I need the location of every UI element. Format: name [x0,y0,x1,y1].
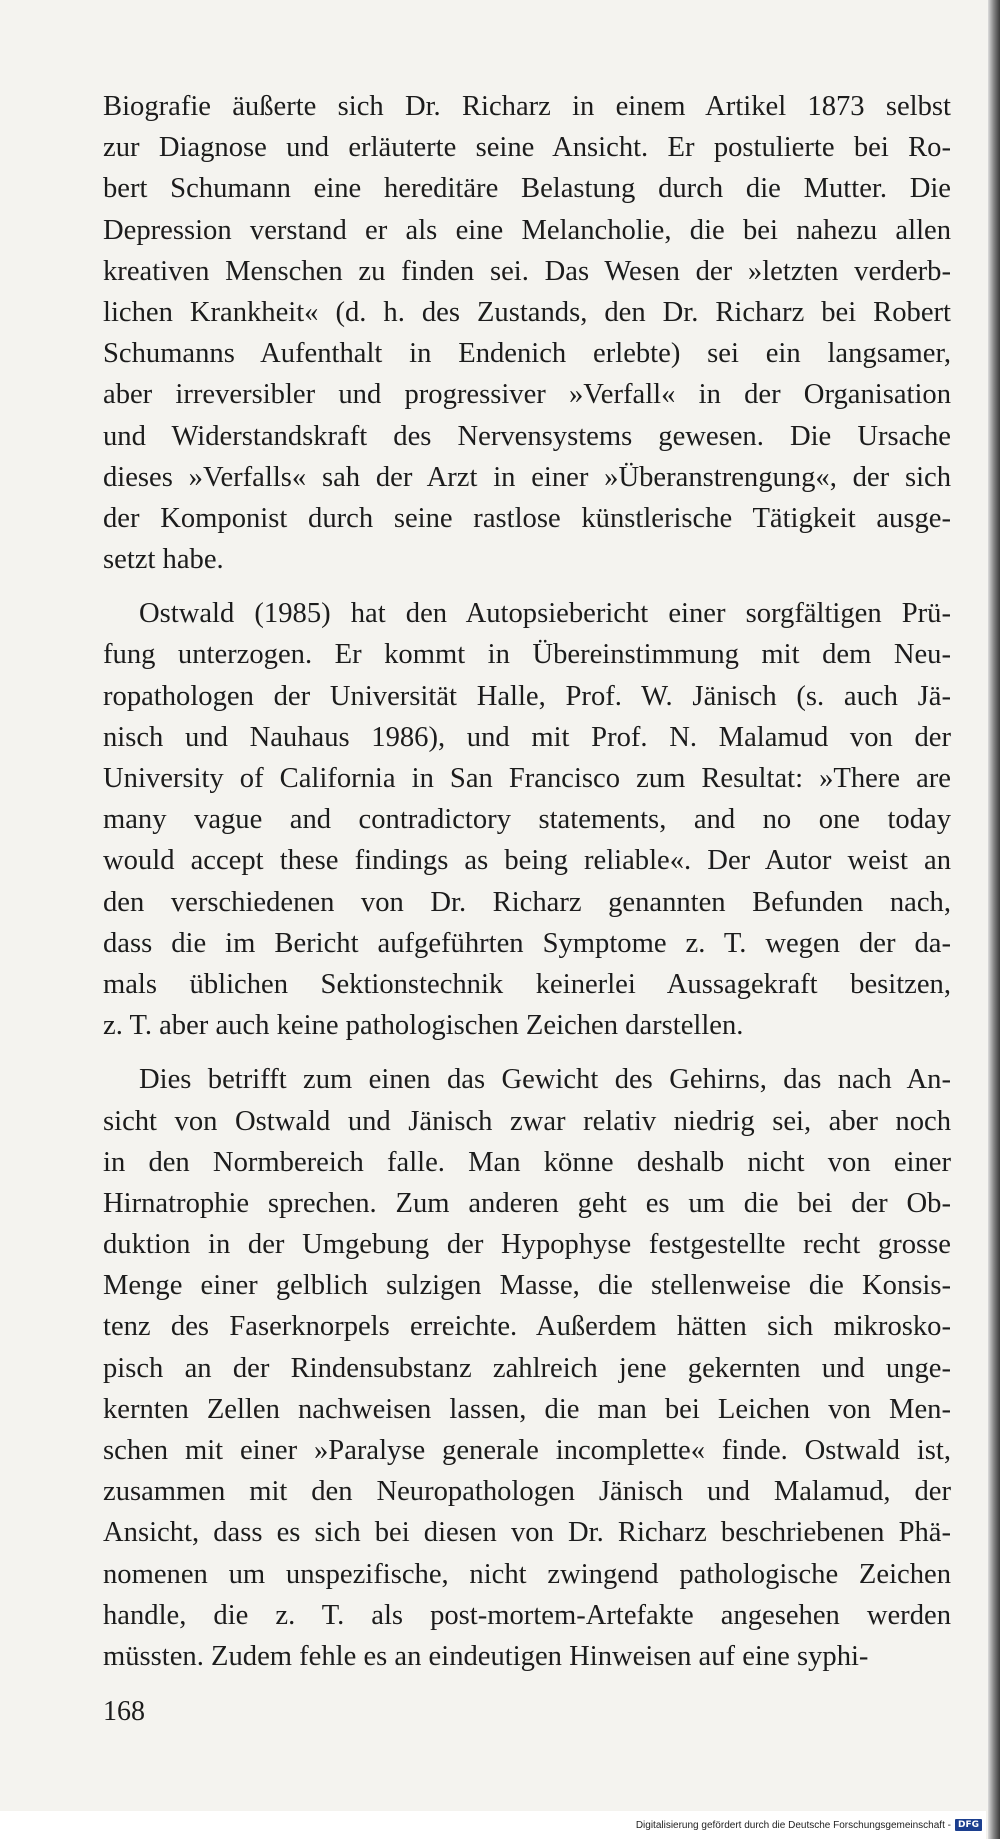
page-number: 168 [103,1696,145,1727]
text-line: Dies betrifft zum einen das Gewicht des Gehirns, das nach An- [139,1064,951,1096]
text-line: und Widerstandskraft des Nervensystems gewesen. Die Ursache [103,420,951,452]
text-line: kernten Zellen nachweisen lassen, die man bei Leichen von Men- [103,1393,951,1425]
text-line: kreativen Menschen zu finden sei. Das Wesen der »letzten verderb- [103,255,951,287]
text-line: müssten. Zudem fehle es an eindeutigen Hinweisen auf eine syphi- [103,1640,869,1672]
footer-credit: Digitalisierung gefördert durch die Deutsche Forschungsgemeinschaft - [635,1819,951,1831]
text-line: zur Diagnose und erläuterte seine Ansicht. Er postulierte bei Ro- [103,132,951,164]
page-edge-shadow [988,0,1000,1839]
paragraph-gap [103,1046,951,1059]
text-line: nisch und Nauhaus 1986), und mit Prof. N. Malamud von der [103,721,951,753]
text-line: Hirnatrophie sprechen. Zum anderen geht es um die bei der Ob- [103,1187,951,1219]
text-line: der Komponist durch seine rastlose künstlerische Tätigkeit ausge- [103,502,951,534]
paragraph-gap [103,580,951,593]
paragraph [103,1059,951,1677]
text-line: Schumanns Aufenthalt in Endenich erlebte) sei ein langsamer, [103,338,951,370]
text-line: sicht von Ostwald und Jänisch zwar relativ niedrig sei, aber noch [103,1105,951,1137]
body-text [103,86,951,1677]
text-line: Menge einer gelblich sulzigen Masse, die stellenweise die Konsis- [103,1270,951,1302]
paragraph [103,593,951,1046]
text-line: ropathologen der Universität Halle, Prof. W. Jänisch (s. auch Jä- [103,680,951,712]
text-line: Ostwald (1985) hat den Autopsiebericht einer sorgfältigen Prü- [139,598,951,630]
text-line: handle, die z. T. als post-mortem-Artefakte angesehen werden [103,1599,951,1631]
text-line: mals üblichen Sektionstechnik keinerlei Aussagekraft besitzen, [103,968,951,1000]
text-line: nomenen um unspezifische, nicht zwingend pathologische Zeichen [103,1558,951,1590]
text-line: University of California in San Francisco zum Resultat: »There are [103,763,951,794]
text-line: schen mit einer »Paralyse generale incomplette« finde. Ostwald ist, [103,1435,951,1466]
text-line: bert Schumann eine hereditäre Belastung durch die Mutter. Die [103,173,951,205]
paragraph [103,86,951,580]
text-line: aber irreversibler und progressiver »Verfall« in der Organisation [103,379,951,411]
text-line: dieses »Verfalls« sah der Arzt in einer »Überanstrengung«, der sich [103,461,951,493]
text-line: Ansicht, dass es sich bei diesen von Dr. Richarz beschriebenen Phä- [103,1517,951,1549]
text-line: dass die im Bericht aufgeführten Symptome z. T. wegen der da- [103,927,951,959]
text-line: den verschiedenen von Dr. Richarz genannten Befunden nach, [103,886,951,918]
text-line: duktion in der Umgebung der Hypophyse festgestellte recht grosse [103,1229,951,1261]
digitization-footer [0,1811,986,1839]
text-line: setzt habe. [103,544,224,576]
text-line: would accept these findings as being reliable«. Der Autor weist an [103,845,951,877]
text-line: in den Normbereich falle. Man könne deshalb nicht von einer [103,1146,951,1178]
text-line: zusammen mit den Neuropathologen Jänisch und Malamud, der [103,1476,951,1508]
text-line: tenz des Faserknorpels erreichte. Außerdem hätten sich mikrosko- [103,1311,951,1343]
text-line: z. T. aber auch keine pathologischen Zeichen darstellen. [103,1010,744,1042]
text-line: Depression verstand er als eine Melancholie, die bei nahezu allen [103,214,951,246]
text-line: Biografie äußerte sich Dr. Richarz in einem Artikel 1873 selbst [103,91,951,122]
text-line: fung unterzogen. Er kommt in Übereinstimmung mit dem Neu- [103,639,951,671]
text-line: lichen Krankheit« (d. h. des Zustands, den Dr. Richarz bei Robert [103,296,951,328]
dfg-logo: DFG [955,1819,982,1831]
text-line: pisch an der Rindensubstanz zahlreich jene gekernten und unge- [103,1352,951,1384]
text-line: many vague and contradictory statements, and no one today [103,804,951,836]
